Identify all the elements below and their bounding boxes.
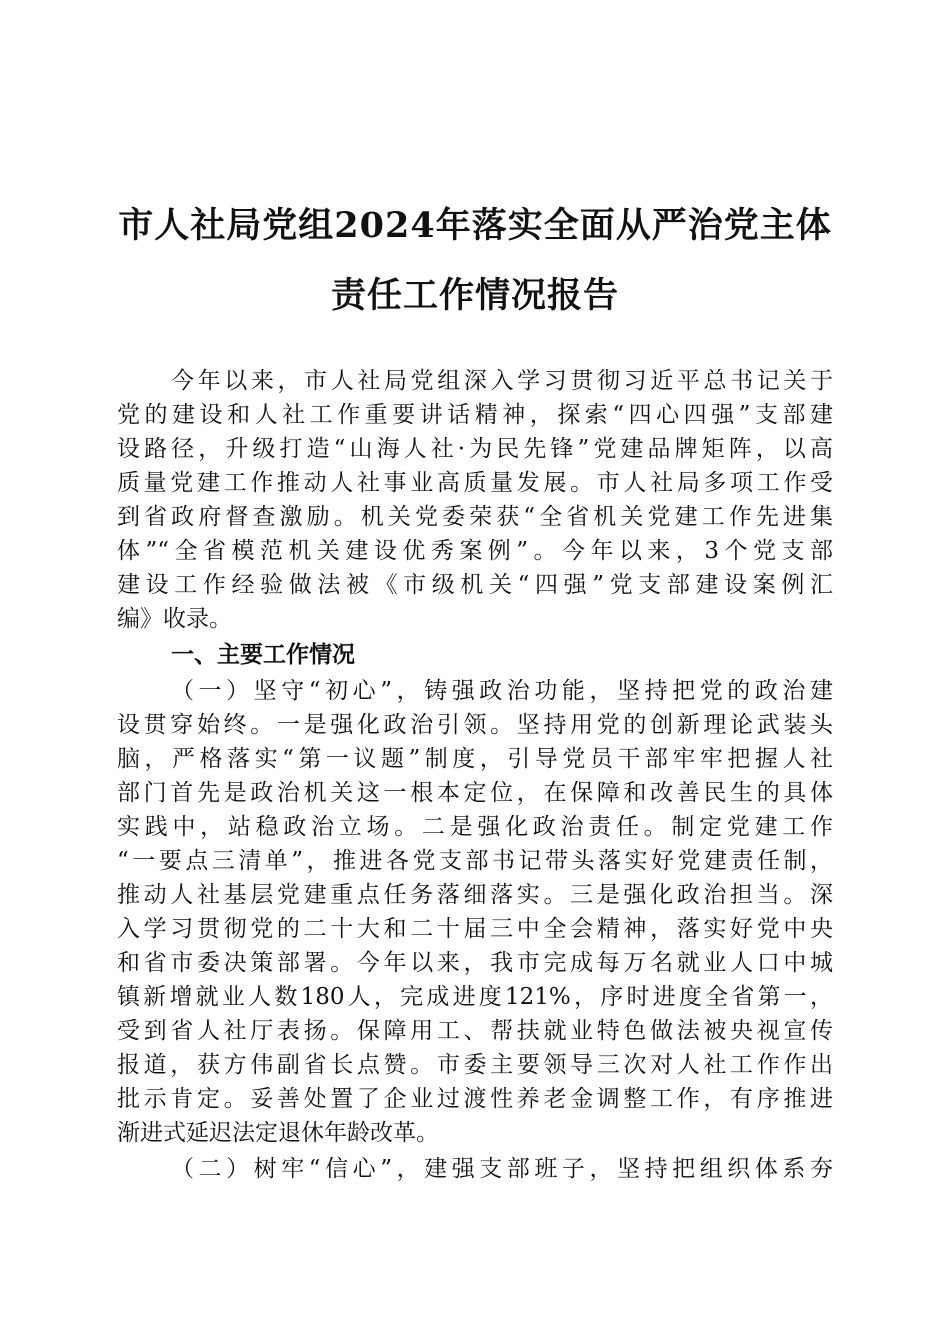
- paragraph-intro-line: 党的建设和人社工作重要讲话精神，探索“四心四强”支部建: [117, 402, 833, 428]
- paragraph-section-1-line: 镇新增就业人数180人，完成进度121%，序时进度全省第一，: [117, 984, 833, 1010]
- paragraph-section-1-line: 推动人社基层党建重点任务落细落实。三是强化政治担当。深: [117, 882, 833, 908]
- paragraph-section-1-line: “一要点三清单”，推进各党支部书记带头落实好党建责任制，: [117, 848, 833, 874]
- document-title-line-1: 市人社局党组2024年落实全面从严治党主体: [118, 205, 832, 246]
- paragraph-section-1-line: 报道，获方伟副省长点赞。市委主要领导三次对人社工作作出: [117, 1052, 833, 1078]
- paragraph-section-1-line: 受到省人社厅表扬。保障用工、帮扶就业特色做法被央视宣传: [117, 1018, 833, 1044]
- paragraph-intro-line: 质量党建工作推动人社事业高质量发展。市人社局多项工作受: [117, 470, 833, 496]
- paragraph-section-1-line: 部门首先是政治机关这一根本定位，在保障和改善民生的具体: [117, 780, 833, 806]
- paragraph-intro-line: 设路径，升级打造“山海人社·为民先锋”党建品牌矩阵，以高: [117, 436, 833, 462]
- paragraph-intro-line: 今年以来，市人社局党组深入学习贯彻习近平总书记关于: [171, 368, 833, 394]
- document-title-line-2: 责任工作情况报告: [330, 275, 619, 316]
- paragraph-section-1-line: 实践中，站稳政治立场。二是强化政治责任。制定党建工作: [117, 814, 833, 840]
- paragraph-section-1-line: 入学习贯彻党的二十大和二十届三中全会精神，落实好党中央: [117, 916, 833, 942]
- paragraph-intro-line: 建设工作经验做法被《市级机关“四强”党支部建设案例汇: [117, 572, 833, 598]
- paragraph-intro-line: 到省政府督查激励。机关党委荣获“全省机关党建工作先进集: [117, 504, 833, 530]
- paragraph-section-1-line: 渐进式延迟法定退休年龄改革。: [117, 1120, 439, 1146]
- paragraph-section-1-line: 脑，严格落实“第一议题”制度，引导党员干部牢牢把握人社: [117, 746, 833, 772]
- paragraph-section-1-line: 和省市委决策部署。今年以来，我市完成每万名就业人口中城: [117, 950, 833, 976]
- paragraph-section-1-line: 批示肯定。妥善处置了企业过渡性养老金调整工作，有序推进: [117, 1086, 833, 1112]
- paragraph-intro-line: 编》收录。: [117, 606, 232, 632]
- section-heading: 一、主要工作情况: [171, 642, 355, 668]
- paragraph-section-1-line: （一）坚守“初心”，铸强政治功能，坚持把党的政治建: [171, 678, 833, 704]
- paragraph-section-1-line: 设贯穿始终。一是强化政治引领。坚持用党的创新理论武装头: [117, 712, 833, 738]
- paragraph-intro-line: 体”“全省模范机关建设优秀案例”。今年以来，3个党支部: [117, 538, 833, 564]
- paragraph-section-2-line: （二）树牢“信心”，建强支部班子，坚持把组织体系夯: [171, 1156, 833, 1182]
